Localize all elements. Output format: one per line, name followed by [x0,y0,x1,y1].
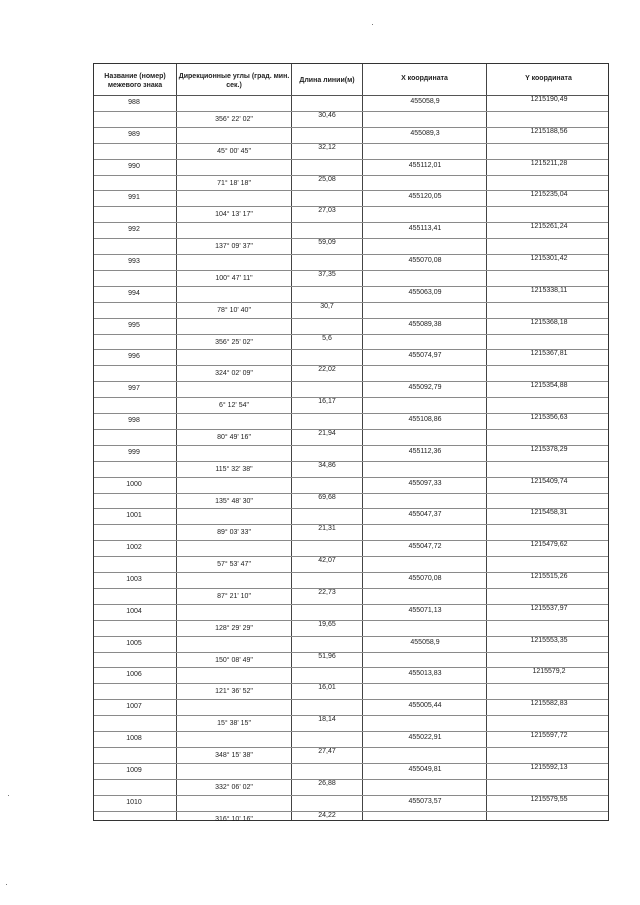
direction-angle: 71° 18' 18" [217,179,251,187]
point-name: 991 [128,194,140,202]
y-coordinate: 1215367,81 [530,350,568,358]
x-coordinate: 455092,79 [408,384,442,392]
line-length: 22,02 [318,366,336,374]
y-coordinate: 1215579,55 [530,795,568,803]
point-name: 1005 [126,639,142,647]
line-length: 69,68 [318,493,336,501]
line-length: 18,14 [318,716,336,724]
x-coordinate: 455058,9 [410,98,440,105]
direction-angle: 89° 03' 33" [217,529,251,537]
x-coordinate: 455074,97 [408,352,442,360]
direction-angle: 356° 25' 02" [215,338,253,346]
point-name: 1006 [126,671,142,679]
header-angle-column: Дирекционные углы (град. мин. сек.) [178,73,290,89]
point-name: 1009 [126,766,142,774]
direction-angle: 104° 13' 17" [215,211,253,219]
line-length: 21,31 [318,525,336,533]
x-coordinate: 455113,41 [408,225,442,233]
point-name: 990 [128,162,140,170]
x-coordinate: 455097,33 [408,479,442,487]
x-coordinate: 455047,37 [408,511,442,519]
scan-speck [372,24,373,25]
y-coordinate: 1215354,88 [530,382,568,390]
y-coordinate: 1215301,42 [530,255,568,262]
direction-angle: 15° 38' 15" [217,720,251,728]
y-coordinate: 1215597,72 [530,732,568,739]
x-coordinate: 455112,36 [408,447,442,455]
direction-angle: 356° 22' 02" [215,115,253,123]
point-name: 1010 [126,798,142,806]
line-length: 22,73 [318,588,336,596]
column-divider [176,64,177,820]
x-coordinate: 455108,86 [408,416,442,423]
line-length: 16,17 [318,398,336,406]
direction-angle: 78° 10' 40" [217,306,251,314]
direction-angle: 150° 08' 49" [215,656,253,664]
line-length: 37,35 [318,270,336,278]
direction-angle: 137° 09' 37" [215,243,253,251]
header-x-column: X координата [401,75,448,82]
y-coordinate: 1215592,13 [530,763,568,771]
line-length: 30,7 [320,302,334,310]
y-coordinate: 1215261,24 [530,223,568,231]
x-coordinate: 455005,44 [408,702,442,710]
point-name: 1003 [126,576,142,583]
line-length: 27,47 [318,747,336,755]
direction-angle: 324° 02' 09" [215,370,253,378]
direction-angle: 348° 15' 38" [215,751,253,759]
x-coordinate: 455049,81 [408,765,442,773]
direction-angle: 121° 36' 52" [215,688,253,696]
point-name: 1001 [126,512,142,520]
point-name: 997 [128,385,140,393]
x-coordinate: 455022,91 [408,734,442,741]
header-name-column: Название (номер) межевого знака [104,73,166,89]
point-name: 1008 [126,735,142,742]
y-coordinate: 1215458,31 [530,509,568,517]
line-length: 19,65 [318,620,336,628]
y-coordinate: 1215537,97 [530,604,568,612]
x-coordinate: 455071,13 [408,606,442,614]
scan-speck [6,884,7,885]
line-length: 16,01 [318,684,336,692]
line-length: 42,07 [318,557,336,565]
line-length: 27,03 [318,207,336,215]
y-coordinate: 1215553,35 [530,636,568,644]
x-coordinate: 455070,08 [408,257,442,264]
x-coordinate: 455070,08 [408,575,442,582]
y-coordinate: 1215356,63 [530,414,568,421]
header-length-column: Длина линии(м) [299,77,355,84]
x-coordinate: 455058,9 [410,638,440,646]
direction-angle: 316° 10' 16" [215,815,253,823]
y-coordinate: 1215579,2 [532,668,566,676]
point-name: 995 [128,321,140,329]
direction-angle: 332° 06' 02" [215,783,253,791]
line-length: 24,22 [318,811,336,819]
line-length: 26,88 [318,779,336,787]
y-coordinate: 1215479,62 [530,541,568,549]
direction-angle: 45° 00' 45" [217,147,251,155]
y-coordinate: 1215368,18 [530,318,568,326]
point-name: 998 [128,417,140,424]
line-length: 30,46 [318,111,336,119]
x-coordinate: 455047,72 [408,543,442,551]
point-name: 1000 [126,480,142,488]
y-coordinate: 1215338,11 [530,286,568,294]
y-coordinate: 1215378,29 [530,445,568,453]
direction-angle: 128° 29' 29" [215,624,253,632]
line-length: 5,6 [322,334,332,342]
point-name: 1007 [126,703,142,711]
y-coordinate: 1215409,74 [530,477,568,485]
direction-angle: 57° 53' 47" [217,561,251,569]
direction-angle: 135° 48' 30" [215,497,253,505]
coordinates-table [93,63,609,821]
line-length: 51,96 [318,652,336,660]
x-coordinate: 455089,38 [408,320,442,328]
y-coordinate: 1215582,83 [530,700,568,708]
header-y-column: Y координата [525,75,572,82]
line-length: 34,86 [318,461,336,469]
point-name: 1004 [126,607,142,615]
y-coordinate: 1215190,49 [530,96,568,103]
point-name: 989 [128,130,140,138]
direction-angle: 115° 32' 38" [215,465,253,473]
point-name: 994 [128,289,140,297]
x-coordinate: 455073,57 [408,797,442,805]
line-length: 25,08 [318,175,336,183]
x-coordinate: 455063,09 [408,288,442,296]
x-coordinate: 455112,01 [408,161,442,169]
direction-angle: 80° 49' 16" [217,433,251,441]
direction-angle: 87° 21' 10" [217,592,251,600]
y-coordinate: 1215188,56 [530,127,568,135]
line-length: 32,12 [318,143,336,151]
direction-angle: 6° 12' 54" [219,402,249,410]
y-coordinate: 1215235,04 [530,191,568,199]
point-name: 999 [128,448,140,456]
x-coordinate: 455013,83 [408,670,442,678]
line-length: 21,94 [318,429,336,437]
direction-angle: 100° 47' 11" [215,274,253,282]
point-name: 988 [128,99,140,106]
y-coordinate: 1215515,26 [530,573,568,580]
point-name: 1002 [126,544,142,552]
point-name: 993 [128,258,140,265]
x-coordinate: 455120,05 [408,193,442,201]
y-coordinate: 1215211,28 [530,159,568,167]
point-name: 992 [128,226,140,234]
x-coordinate: 455089,3 [410,129,440,137]
scan-speck [8,795,9,796]
line-length: 59,09 [318,239,336,247]
point-name: 996 [128,353,140,361]
